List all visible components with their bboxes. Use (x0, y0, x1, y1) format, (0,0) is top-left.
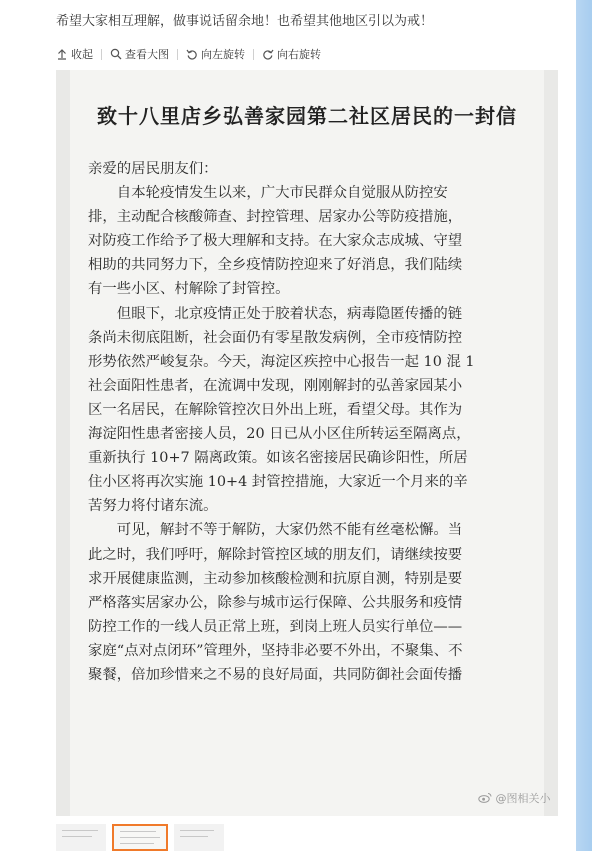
collapse-icon (56, 48, 68, 60)
collapse-label: 收起 (71, 48, 93, 61)
weibo-logo-icon (478, 792, 492, 803)
letter-line: 此之时，我们呼吁，解除封管控区域的朋友们，请继续按要 (88, 546, 463, 563)
enlarged-image[interactable] (56, 70, 558, 816)
letter-line: 相助的共同努力下，全乡疫情防控迎来了好消息，我们陆续 (88, 257, 463, 274)
letter-line: 求开展健康监测，主动参加核酸检测和抗原自测，特别是要 (88, 570, 463, 587)
thumbnail-line (120, 837, 160, 838)
letter-line: 但眼下，北京疫情正处于胶着状态，病毒隐匿传播的链 (116, 305, 463, 322)
letter-line: 防控工作的一线人员正常上班，到岗上班人员实行单位—— (88, 618, 463, 635)
scrollbar-thumb[interactable] (576, 0, 592, 851)
letter-line: 区一名居民，在解除管控次日外出上班，看望父母。其作为 (88, 401, 463, 418)
letter-line: 家庭“点对点闭环”管理外，坚持非必要不外出，不聚集、不 (88, 642, 463, 659)
letter-document (70, 70, 544, 816)
collapse-button[interactable] (56, 46, 93, 62)
thumbnail-line (120, 831, 156, 832)
letter-line: 形势依然严峻复杂。今天，海淀区疾控中心报告一起 10 混 1 (88, 353, 475, 370)
toolbar-divider (177, 49, 178, 60)
view-large-label: 查看大图 (125, 48, 169, 61)
thumbnail-line (62, 830, 98, 831)
image-thumbnail[interactable] (56, 824, 106, 851)
letter-line: 排，主动配合核酸筛查、封控管理、居家办公等防疫措施， (88, 209, 463, 226)
letter-line: 自本轮疫情发生以来，广大市民群众自觉服从防控安 (116, 185, 448, 202)
post-text: 希望大家相互理解，做事说话留余地！也希望其他地区引以为戒！ (56, 14, 434, 29)
rotate-right-button[interactable] (262, 46, 321, 62)
rotate-right-icon (262, 48, 274, 60)
thumbnail-line (180, 830, 214, 831)
view-large-button[interactable] (110, 46, 169, 62)
rotate-left-icon (186, 48, 198, 60)
letter-line: 聚餐，倍加珍惜来之不易的良好局面，共同防御社会面传播 (88, 666, 463, 683)
letter-line: 条尚未彻底阻断，社会面仍有零星散发病例，全市疫情防控 (88, 329, 463, 346)
thumbnail-line (180, 836, 208, 837)
letter-line: 可见，解封不等于解防，大家仍然不能有丝毫松懈。当 (116, 522, 463, 539)
letter-line: 有一些小区、村解除了封管控。 (88, 281, 290, 298)
letter-line: 苦努力将付诸东流。 (88, 498, 218, 515)
letter-line: 亲爱的居民朋友们： (88, 161, 218, 177)
letter-title: 致十八里店乡弘善家园第二社区居民的一封信 (97, 104, 517, 128)
thumbnail-strip (56, 824, 356, 851)
image-thumbnail-selected[interactable] (112, 824, 168, 851)
letter-line: 严格落实居家办公，除参与城市运行保障、公共服务和疫情 (88, 594, 463, 611)
toolbar-divider (253, 49, 254, 60)
letter-body (88, 157, 526, 687)
image-thumbnail[interactable] (174, 824, 224, 851)
rotate-left-button[interactable] (186, 46, 245, 62)
letter-line: 社会面阳性患者，在流调中发现，刚刚解封的弘善家园某小 (88, 377, 463, 394)
letter-line: 对防疫工作给予了极大理解和支持。在大家众志成城、守望 (88, 233, 463, 250)
magnifier-icon (110, 48, 122, 60)
rotate-right-label: 向右旋转 (277, 48, 321, 61)
letter-line: 重新执行 10+7 隔离政策。如该名密接居民确诊阳性，所居 (88, 450, 468, 467)
rotate-left-label: 向左旋转 (201, 48, 245, 61)
image-toolbar (40, 40, 576, 68)
toolbar-divider (101, 49, 102, 60)
letter-line: 海淀阳性患者密接人员，20 日已从小区住所转运至隔离点， (88, 426, 471, 443)
watermark-text: @图相关小 (495, 792, 551, 805)
weibo-watermark (478, 790, 551, 806)
letter-line: 住小区将再次实施 10+4 封管控措施，大家近一个月来的辛 (88, 474, 468, 491)
thumbnail-line (120, 843, 154, 844)
thumbnail-line (62, 836, 92, 837)
